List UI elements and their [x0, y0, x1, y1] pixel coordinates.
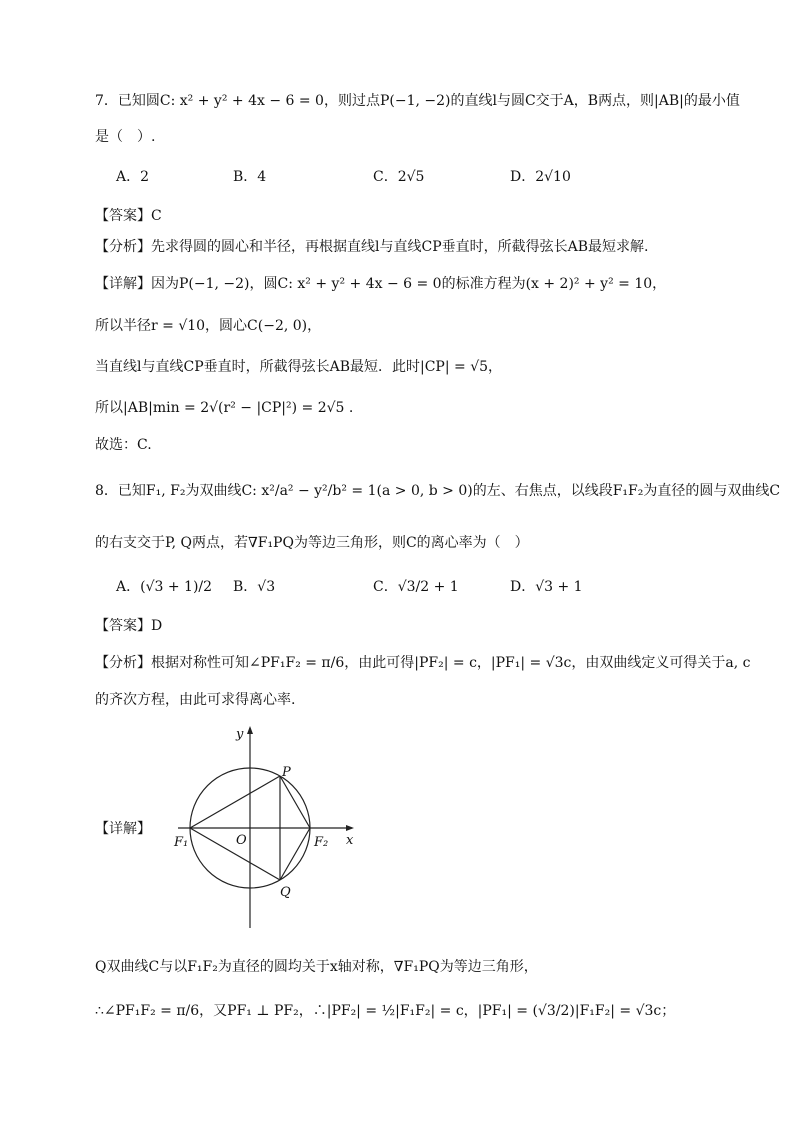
q8-detail-2: ∴∠PF₁F₂ = π/6，又PF₁ ⊥ PF₂，∴|PF₂| = ½|F₁F₂| = c，|PF₁| = (√3/2)|F₁F₂| = √3c；	[95, 1003, 676, 1019]
q8-analysis-1: 【分析】根据对称性可知∠PF₁F₂ = π/6，由此可得|PF₂| = c，|PF₁| = √3c，由双曲线定义可得关于a, c	[95, 655, 751, 671]
q7-option-c: C．2√5	[373, 169, 425, 185]
q7-option-b: B．4	[233, 169, 267, 185]
q8-detail-label: 【详解】	[95, 821, 151, 837]
label-y: y	[236, 727, 244, 742]
label-o: O	[236, 833, 247, 848]
label-f1: F₁	[174, 835, 189, 850]
q8-option-c: C．√3/2 + 1	[373, 579, 459, 595]
x-axis-arrow	[346, 825, 354, 831]
label-f2: F₂	[314, 835, 329, 850]
q7-detail-3: 当直线l与直线CP垂直时，所截得弦长AB最短．此时|CP| = √5，	[95, 359, 503, 375]
q8-stem-line2: 的右支交于P, Q两点，若∇F₁PQ为等边三角形，则C的离心率为（ ）	[95, 535, 529, 551]
q7-detail-4: 所以|AB|min = 2√(r² − |CP|²) = 2√5 .	[95, 400, 354, 416]
q8-option-d: D．√3 + 1	[510, 579, 583, 595]
segment-q-f2	[280, 828, 310, 880]
q8-stem-line1: 8．已知F₁, F₂为双曲线C: x²/a² − y²/b² = 1(a > 0, b > 0)的左、右焦点，以线段F₁F₂为直径的圆与双曲线C	[95, 483, 781, 499]
q8-detail-1: Q双曲线C与以F₁F₂为直径的圆均关于x轴对称，∇F₁PQ为等边三角形，	[95, 959, 538, 975]
segment-f1-q	[190, 828, 280, 880]
segment-f1-p	[190, 776, 280, 828]
q7-option-a: A．2	[116, 169, 150, 185]
q7-detail-2: 所以半径r = √10，圆心C(−2, 0)，	[95, 318, 322, 334]
q8-analysis-2: 的齐次方程，由此可求得离心率.	[95, 692, 296, 708]
segment-p-f2	[280, 776, 310, 828]
q7-answer: 【答案】C	[95, 208, 162, 224]
q8-answer: 【答案】D	[95, 618, 163, 634]
q7-option-d: D．2√10	[510, 169, 571, 185]
q8-option-a: A．(√3 + 1)/2	[116, 579, 213, 595]
q7-stem-line1: 7．已知圆C: x² + y² + 4x − 6 = 0，则过点P(−1, −2)的直线l与圆C交于A，B两点，则|AB|的最小值	[95, 93, 740, 109]
label-p: P	[282, 765, 291, 780]
q7-analysis: 【分析】先求得圆的圆心和半径，再根据直线l与直线CP垂直时，所截得弦长AB最短求解.	[95, 239, 649, 255]
q7-choice: 故选：C.	[95, 437, 152, 453]
label-x: x	[346, 833, 354, 848]
hyperbola-circle-diagram	[170, 724, 370, 930]
label-q: Q	[280, 885, 291, 900]
q7-detail-1: 【详解】因为P(−1, −2)，圆C: x² + y² + 4x − 6 = 0的标准方程为(x + 2)² + y² = 10，	[95, 276, 667, 292]
q7-stem-line2: 是（ ）.	[95, 129, 156, 145]
q8-option-b: B．√3	[233, 579, 276, 595]
y-axis-arrow	[247, 726, 253, 734]
